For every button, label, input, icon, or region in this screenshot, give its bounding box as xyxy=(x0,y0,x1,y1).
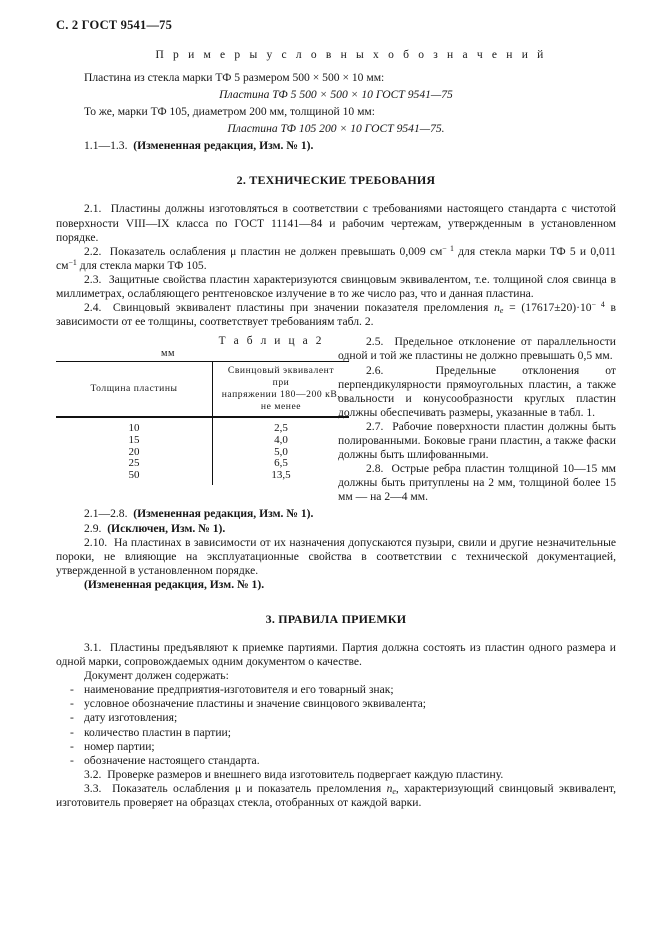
clause-2-10 xyxy=(56,536,616,578)
clause-2-1 xyxy=(56,202,616,244)
clause-text: Пластины должны изготовляться в соответствии с требованиями настоящего стандарта с чистотой поверхности VIII—IX класса по ГОСТ 11141—84 и рабочим чертежам, утвержденным в установленном порядке. xyxy=(56,202,616,244)
clause-number: 2.2. xyxy=(84,244,102,258)
table-row xyxy=(56,447,349,459)
clause-text: Предельное отклонение от параллельности одной и той же пластины не должно превышать 0,5 мм. xyxy=(338,335,616,363)
clause-text-c: в зависимости от ее толщины, соответствует требованиям табл. 2. xyxy=(56,301,617,329)
cell-thickness: 10 xyxy=(128,422,140,435)
clause-text-a: Свинцовый эквивалент пластины при значении показателя преломления xyxy=(112,301,495,315)
column-header-thickness: Толщина пластины xyxy=(56,362,213,418)
cell-lead-equivalent: 6,5 xyxy=(213,458,350,470)
list-item xyxy=(56,754,616,768)
section-2-heading: 2. ТЕХНИЧЕСКИЕ ТРЕБОВАНИЯ xyxy=(236,173,436,188)
cell-lead-equivalent: 4,0 xyxy=(213,435,350,447)
clause-text-b: , характеризующий свинцовый эквивалент, изготовитель проверяет на образцах стекла, отобранных от каждой варки. xyxy=(56,781,617,810)
clause-text: Острые ребра пластин толщиной 10—15 мм должны быть притуплены на 2 мм, толщиной более 15 мм — на 2—4 мм. xyxy=(338,462,616,504)
list-item xyxy=(56,697,616,711)
clause-number: 2.7. xyxy=(366,419,384,433)
table-2-body xyxy=(56,417,349,485)
list-item-label: условное обозначение пластины и значение свинцового эквивалента; xyxy=(84,697,426,711)
clause-2-8 xyxy=(338,462,616,504)
cell-thickness: 20 xyxy=(128,445,140,458)
clause-text-a: Показатель ослабления μ и показатель преломления xyxy=(112,781,387,795)
clause-text: Рабочие поверхности пластин должны быть полированными. Боковые грани пластин, а также фаски должны быть шлифованными. xyxy=(338,419,616,462)
cell-lead-equivalent: 2,5 xyxy=(213,417,350,435)
amendment-number: 2.9. xyxy=(84,521,102,535)
column-header-lead-equivalent xyxy=(213,362,350,418)
list-item-label: наименование предприятия-изготовителя и его товарный знак; xyxy=(84,683,394,697)
table-2-wrapper xyxy=(56,335,341,485)
dash-marker: - xyxy=(70,739,74,753)
list-item-label: количество пластин в партии; xyxy=(84,725,231,739)
table-row xyxy=(56,458,349,470)
clause-number: 2.6. xyxy=(366,363,384,377)
variable-n-subscript: e xyxy=(392,786,396,796)
page-content xyxy=(56,18,616,810)
dash-marker: - xyxy=(70,683,74,697)
clause-number: 2.8. xyxy=(366,462,384,476)
column-header-line-3: не менее xyxy=(260,401,302,413)
clause-text-a: Показатель ослабления μ пластин не должен превышать 0,009 см xyxy=(109,244,443,258)
table-2 xyxy=(56,361,349,485)
clause-text: Проверке размеров и внешнего вида изготовитель подвергает каждую пластину. xyxy=(107,767,504,781)
clause-number: 2.5. xyxy=(366,335,384,349)
superscript-minus-one: − 1 xyxy=(442,243,454,253)
section-3-heading: 3. ПРАВИЛА ПРИЕМКИ xyxy=(265,612,407,626)
column-header-line-2: напряжении 180—200 кВ, xyxy=(221,389,341,401)
document-contents-intro: Документ должен содержать: xyxy=(84,669,229,683)
column-header-line-1: Свинцовый эквивалент при xyxy=(227,365,335,389)
amendment-2-1-2-8 xyxy=(56,507,616,521)
amendment-text: (Измененная редакция, Изм. № 1). xyxy=(133,139,314,153)
clause-2-4 xyxy=(56,301,616,329)
cell-thickness: 50 xyxy=(128,468,140,481)
clause-formula: = (17617±20)·10 xyxy=(503,301,592,315)
list-item xyxy=(56,711,616,725)
list-item xyxy=(56,740,616,754)
dash-marker: - xyxy=(70,725,74,739)
example-line-1: Пластина из стекла марки ТФ 5 размером 500 × 500 × 10 мм: xyxy=(84,71,385,84)
page-header: С. 2 ГОСТ 9541—75 xyxy=(56,18,173,32)
clause-number: 3.1. xyxy=(84,641,102,654)
clause-text: Защитные свойства пластин характеризуются свинцовым эквивалентом, т.е. толщиной слоя свинца в миллиметрах, ослабляющего рентгеновское излучение в то же число раз, что и данная пластина. xyxy=(56,272,616,301)
table-2-caption: Т а б л и ц а 2 xyxy=(218,335,324,348)
cell-lead-equivalent: 5,0 xyxy=(213,447,350,459)
clause-text: Пластины предъявляют к приемке партиями. Партия должна состоять из пластин одного размера и одной марки, сопровождаемых одним документом о качестве. xyxy=(56,641,617,669)
clause-number: 2.10. xyxy=(84,535,108,549)
clause-number: 2.4. xyxy=(84,301,102,315)
clause-number: 2.1. xyxy=(84,202,102,216)
amendment-text: (Исключен, Изм. № 1). xyxy=(107,521,226,535)
table-2-head xyxy=(56,362,349,418)
clause-number: 3.2. xyxy=(84,767,102,781)
clause-number: 2.3. xyxy=(84,272,102,286)
cell-thickness: 25 xyxy=(128,457,140,470)
variable-n: n xyxy=(386,781,393,795)
clause-2-7 xyxy=(338,420,616,462)
table-row xyxy=(56,435,349,447)
examples-heading: П р и м е р ы у с л о в н ы х о б о з н а ч е н и й xyxy=(155,49,547,61)
list-item xyxy=(56,683,616,697)
amendment-number: 1.1—1.3. xyxy=(84,139,128,153)
cell-thickness: 15 xyxy=(128,433,140,446)
clause-number: 3.3. xyxy=(84,781,102,795)
dash-marker: - xyxy=(70,711,74,725)
document-contents-list xyxy=(56,683,616,768)
amendment-1-1-1-3 xyxy=(56,139,616,153)
clause-2-6 xyxy=(338,364,616,420)
clause-3-2 xyxy=(56,768,616,782)
example-line-2: То же, марки ТФ 105, диаметром 200 мм, толщиной 10 мм: xyxy=(84,105,375,119)
clause-2-5 xyxy=(338,335,616,363)
list-item xyxy=(56,726,616,740)
clause-text-c: для стекла марки ТФ 105. xyxy=(76,258,207,272)
amendment-text: (Измененная редакция, Изм. № 1). xyxy=(133,507,314,521)
clause-3-1 xyxy=(56,641,616,669)
table-header-row xyxy=(56,362,349,418)
superscript-minus-four: − 4 xyxy=(591,300,605,310)
amendment-number: 2.1—2.8. xyxy=(84,507,128,521)
variable-n-subscript: e xyxy=(499,306,504,316)
clause-2-2 xyxy=(56,245,616,273)
list-item-label: обозначение настоящего стандарта. xyxy=(84,753,260,767)
clause-text: На пластинах в зависимости от их назначения допускаются пузыри, свили и другие незначительные пороки, не влияющие на эксплуатационные свойства в соответствии с технической документацией, утвержденной в установленном порядке. xyxy=(56,535,617,577)
table-2-unit: мм xyxy=(160,348,176,360)
table-and-side-text xyxy=(56,335,616,504)
clause-text-b: для стекла марки ТФ 5 и 0,011 см xyxy=(56,244,616,272)
amendment-2-10: (Измененная редакция, Изм. № 1). xyxy=(84,577,265,591)
example-designation-2: Пластина ТФ 105 200 × 10 ГОСТ 9541—75. xyxy=(227,122,445,136)
clause-text: Предельные отклонения от перпендикулярности прямоугольных пластин, а также овальности и конусообразности круглых пластин должны обеспечивать размеры, указанные в табл. 1. xyxy=(338,363,616,419)
cell-lead-equivalent: 13,5 xyxy=(213,470,350,486)
clause-2-3 xyxy=(56,273,616,301)
dash-marker: - xyxy=(70,753,74,767)
example-designation-1: Пластина ТФ 5 500 × 500 × 10 ГОСТ 9541—75 xyxy=(219,88,453,102)
variable-n: n xyxy=(494,301,500,315)
superscript-minus-one: −1 xyxy=(68,257,77,267)
list-item-label: номер партии; xyxy=(84,739,155,753)
clause-3-3 xyxy=(56,782,616,810)
list-item-label: дату изготовления; xyxy=(84,711,178,725)
dash-marker: - xyxy=(70,697,74,711)
table-row xyxy=(56,417,349,435)
side-text-column xyxy=(338,335,616,504)
table-row xyxy=(56,470,349,486)
amendment-2-9 xyxy=(56,522,616,536)
